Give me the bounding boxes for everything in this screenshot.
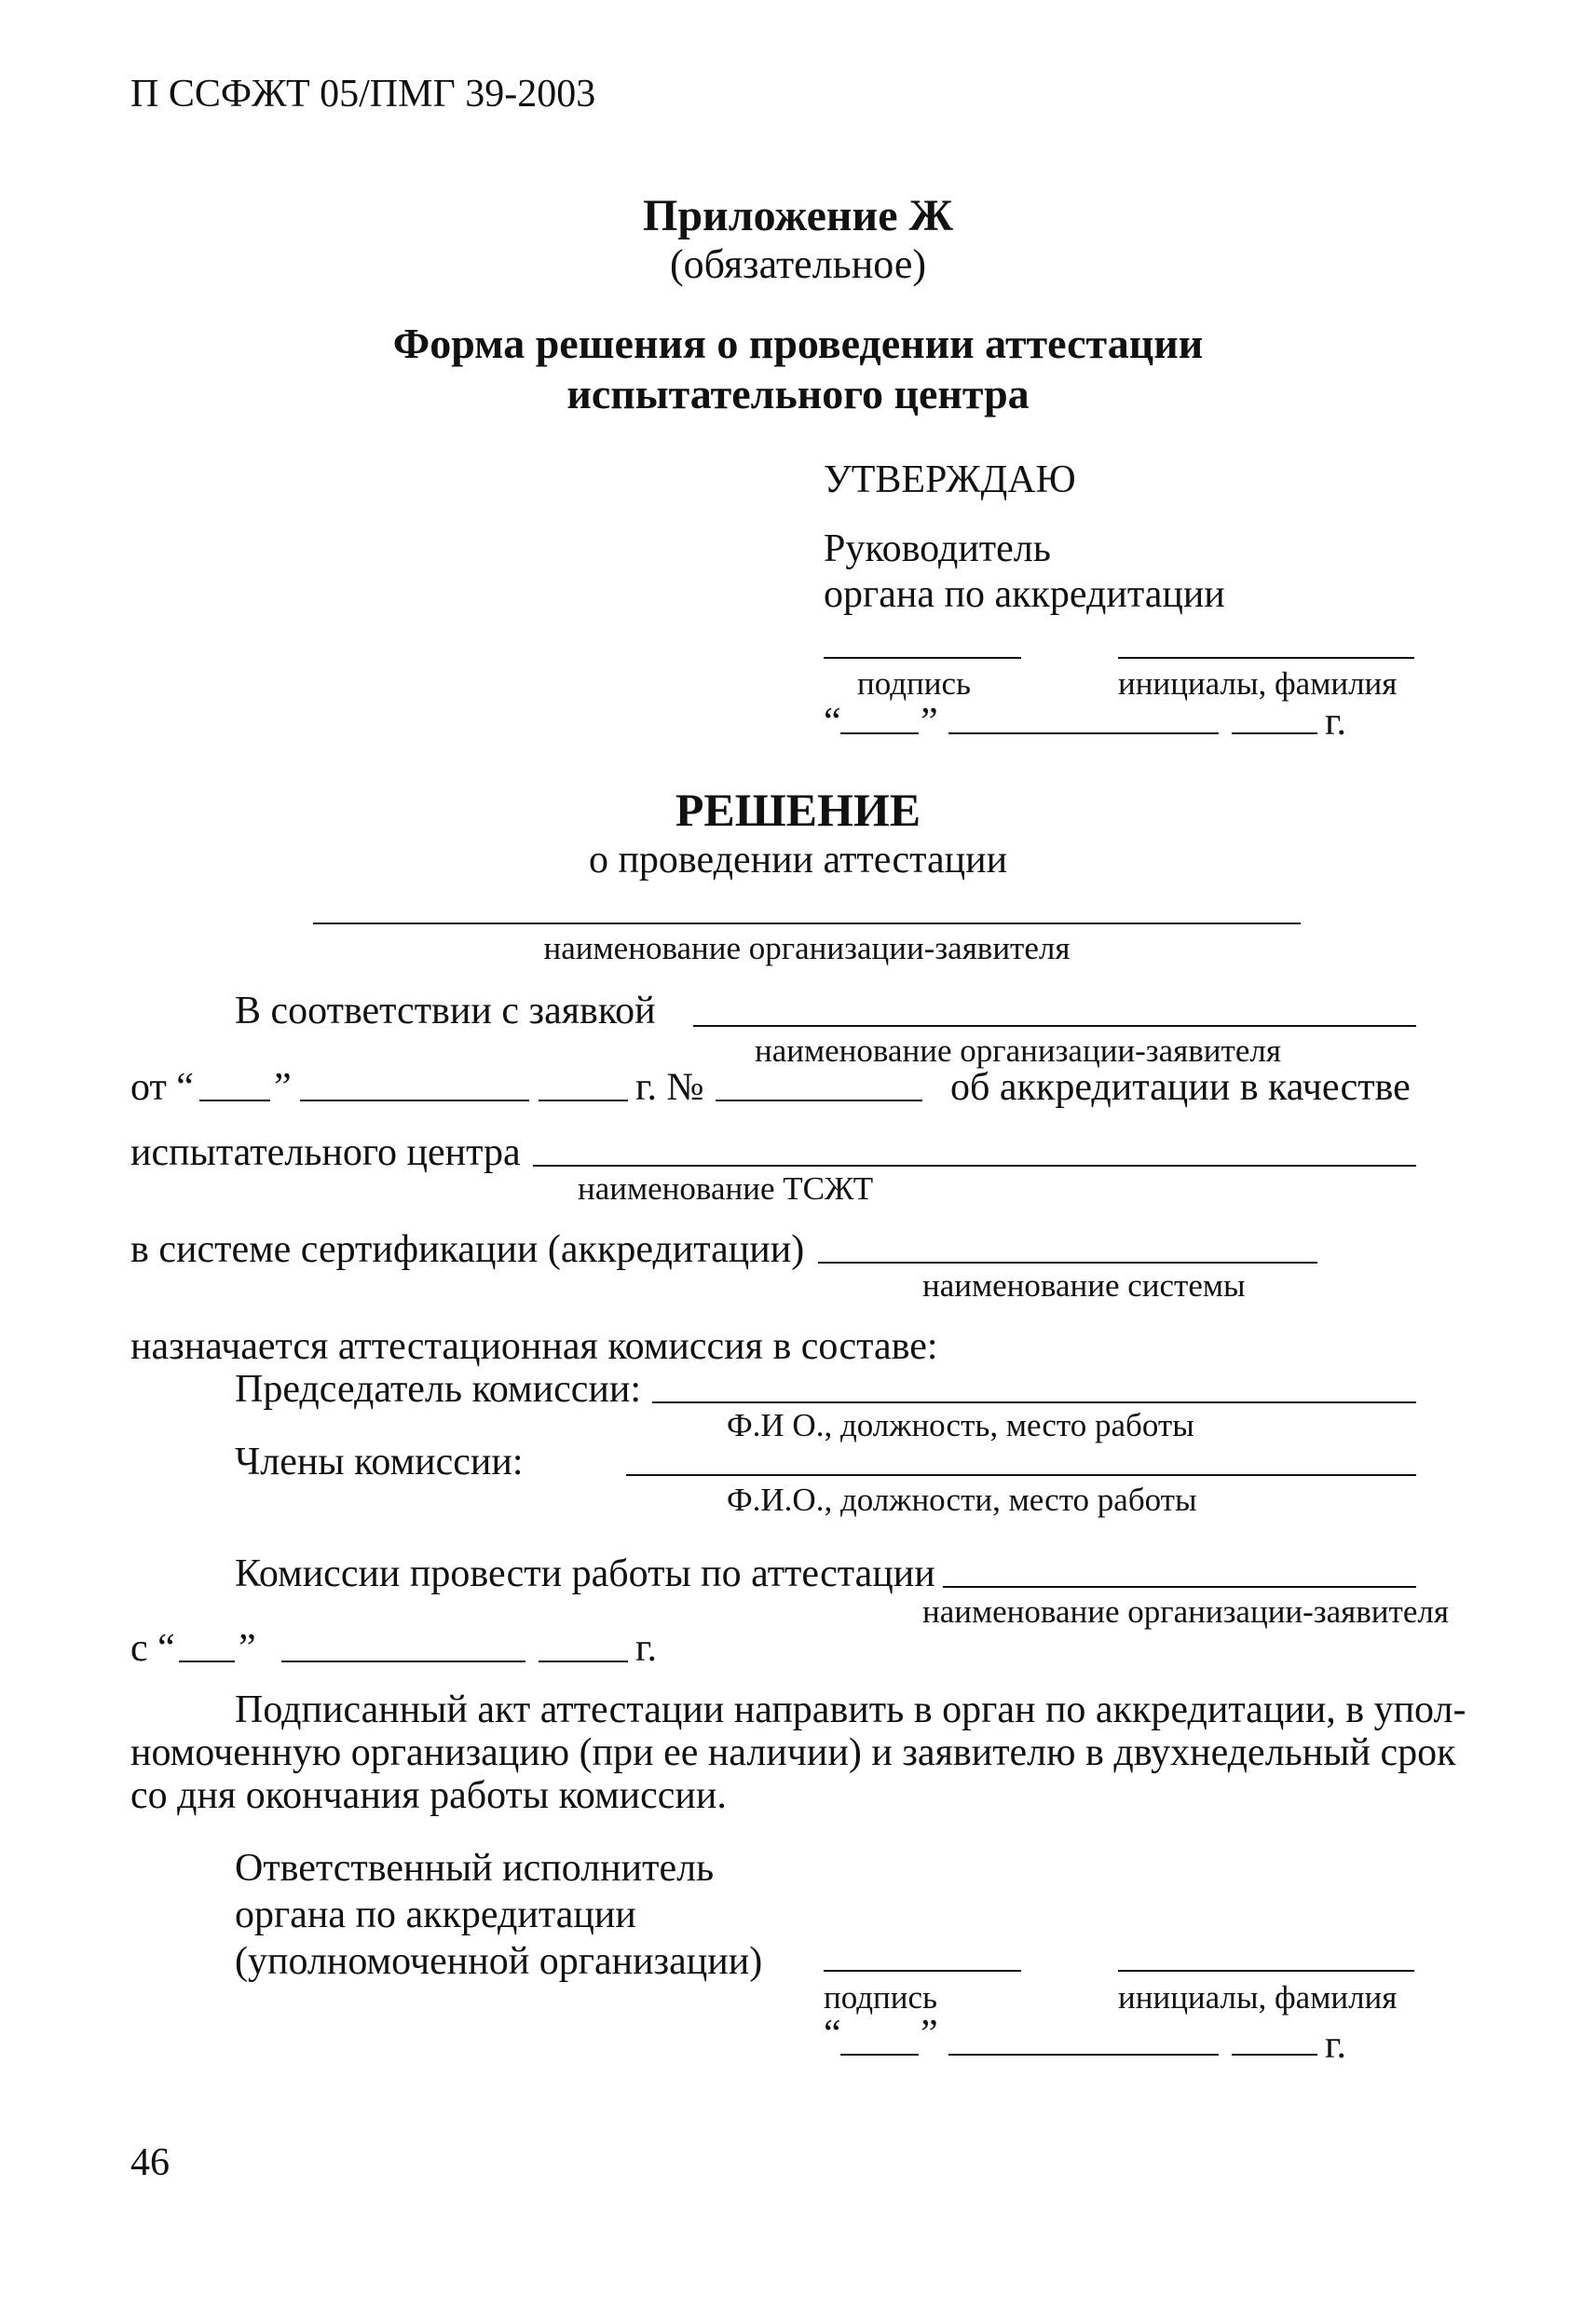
application-number-line: [716, 1100, 922, 1101]
approve-name-line: [1118, 657, 1414, 659]
start-date-open: с “: [130, 1627, 175, 1670]
organization-name-caption: наименование организации-заявителя: [543, 930, 1071, 966]
responsible-year-line: [1232, 2054, 1317, 2056]
decision-title: РЕШЕНИЕ: [675, 784, 921, 836]
responsible-line-1: Ответственный исполнитель: [235, 1847, 715, 1890]
from-day-line: [199, 1100, 270, 1101]
signed-act-line-1: Подписанный акт аттестации направить в орган по аккредитации, в упол-: [235, 1688, 1466, 1731]
test-center-caption: наименование ТСЖТ: [578, 1170, 874, 1207]
approve-date-open-quote: “: [824, 701, 841, 744]
start-month-line: [281, 1661, 525, 1662]
annex-title: Приложение Ж: [643, 191, 953, 240]
conduct-org-line: [943, 1586, 1416, 1588]
system-name-line: [818, 1262, 1317, 1264]
start-year-line: [539, 1661, 628, 1662]
responsible-signature-line: [824, 1970, 1021, 1972]
approve-date-close-quote: ”: [921, 701, 938, 744]
approve-signature-line: [824, 657, 1021, 659]
start-date-close: ”: [239, 1627, 256, 1670]
decision-subtitle: о проведении аттестации: [588, 839, 1008, 882]
responsible-name-line: [1118, 1970, 1414, 1972]
responsible-month-line: [948, 2054, 1219, 2056]
responsible-year-suffix: г.: [1325, 2024, 1346, 2067]
responsible-date-close-quote: ”: [921, 2013, 938, 2056]
document-code: П ССФЖТ 05/ПМГ 39-2003: [130, 73, 596, 116]
responsible-line-3: (уполномоченной организации): [235, 1940, 763, 1983]
chairman-label: Председатель комиссии:: [235, 1368, 641, 1411]
responsible-signature-caption: подпись: [824, 1979, 937, 2016]
members-caption: Ф.И.О., должности, место работы: [727, 1482, 1197, 1518]
from-date-close: ”: [274, 1066, 292, 1109]
applicant-name-caption: наименование организации-заявителя: [755, 1032, 1281, 1069]
start-year-suffix: г.: [635, 1627, 657, 1670]
conduct-org-caption: наименование организации-заявителя: [922, 1593, 1449, 1630]
page-number: 46: [130, 2141, 170, 2184]
responsible-line-2: органа по аккредитации: [235, 1893, 636, 1936]
members-line: [626, 1474, 1416, 1476]
signed-act-line-2: номоченную организацию (при ее наличии) и заявителю в двухнедельный срок: [130, 1731, 1456, 1774]
from-year-line: [539, 1100, 628, 1101]
organization-name-line: [313, 923, 1301, 924]
approve-role-line-1: Руководитель: [824, 527, 1051, 570]
from-date-open: от “: [130, 1066, 194, 1109]
members-label: Члены комиссии:: [235, 1441, 524, 1483]
system-caption: наименование системы: [922, 1267, 1246, 1304]
approve-year-suffix: г.: [1325, 701, 1346, 744]
approve-signature-caption: подпись: [857, 665, 971, 702]
start-day-line: [179, 1661, 235, 1662]
form-title-line-1: Форма решения о проведении аттестации: [392, 320, 1204, 367]
test-center-label: испытательного центра: [130, 1131, 521, 1174]
accreditation-as-text: об аккредитации в качестве: [950, 1066, 1411, 1109]
responsible-day-line: [840, 2054, 919, 2056]
approve-heading: УТВЕРЖДАЮ: [824, 458, 1076, 501]
approve-day-line: [840, 732, 919, 734]
signed-act-line-3: со дня окончания работы комиссии.: [130, 1774, 727, 1817]
conduct-text: Комиссии провести работы по аттестации: [235, 1552, 935, 1595]
approve-year-line: [1232, 732, 1317, 734]
approve-name-caption: инициалы, фамилия: [1118, 665, 1398, 702]
annex-status: (обязательное): [670, 241, 926, 287]
chairman-line: [652, 1401, 1416, 1403]
year-number-label: г. №: [635, 1066, 704, 1109]
approve-role-line-2: органа по аккредитации: [824, 573, 1225, 616]
from-month-line: [300, 1100, 529, 1101]
responsible-name-caption: инициалы, фамилия: [1118, 1979, 1398, 2016]
application-text: В соответствии с заявкой: [235, 990, 656, 1032]
test-center-name-line: [533, 1165, 1416, 1167]
commission-text: назначается аттестационная комиссия в составе:: [130, 1325, 938, 1368]
applicant-name-line: [693, 1025, 1416, 1027]
system-label: в системе сертификации (аккредитации): [130, 1228, 805, 1271]
chairman-caption: Ф.И О., должность, место работы: [727, 1407, 1194, 1443]
approve-month-line: [948, 732, 1219, 734]
form-title-line-2: испытательного центра: [566, 370, 1030, 417]
responsible-date-open-quote: “: [824, 2013, 841, 2056]
